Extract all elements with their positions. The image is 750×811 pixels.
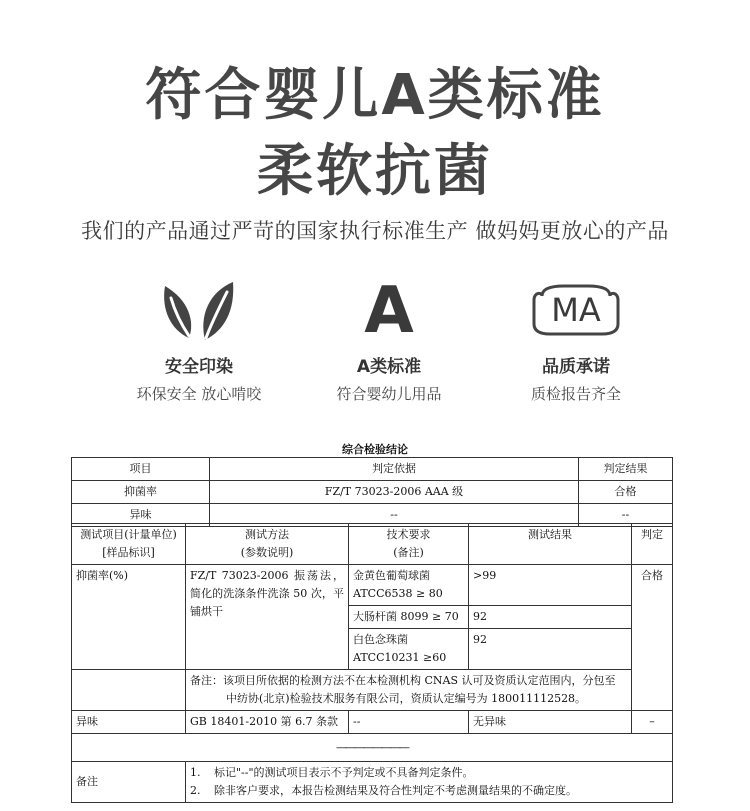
separator-cell: ———————— — [72, 734, 673, 762]
table-row — [72, 565, 673, 606]
note-cell: 备注：该项目所依据的检测方法不在本检测机构 CNAS 认可及资质认定范围内，分包至 中纺协(北京)检验技术服务有限公司，资质认定编号为 180011112528。 — [186, 670, 632, 711]
leaf-icon — [99, 278, 299, 344]
header-cell-item: 测试项目(计量单位) [样品标识] — [72, 524, 186, 565]
requirement-cell: -- — [349, 711, 469, 734]
feature-subtitle: 符合婴幼儿用品 — [336, 385, 442, 403]
result-cell: >99 — [469, 565, 632, 606]
page-subtitle: 我们的产品通过严苛的国家执行标准生产 做妈妈更放心的产品 — [81, 219, 669, 243]
table-row — [72, 670, 673, 711]
test-item-cell: 异味 — [72, 711, 186, 734]
header-cell-method: 测试方法 (参数说明) — [186, 524, 349, 565]
table-cell: 抑菌率 — [72, 481, 210, 504]
result-cell: 无异味 — [469, 711, 632, 734]
header-cell: 项目 — [72, 458, 210, 481]
test-method-cell: GB 18401-2010 第 6.7 条款 — [186, 711, 349, 734]
requirement-cell: 金黄色葡萄球菌 ATCC6538 ≥ 80 — [349, 565, 469, 606]
header-cell-result: 测试结果 — [469, 524, 632, 565]
table-cell: 异味 — [72, 504, 210, 527]
test-method-cell: FZ/T 73023-2006 振荡法，简化的洗涤条件洗涤 50 次，平铺烘干 — [186, 565, 349, 670]
separator-row — [72, 734, 673, 762]
feature-title: A类标准 — [356, 357, 422, 377]
table-row — [72, 481, 673, 504]
feature-title: 品质承诺 — [542, 357, 610, 377]
table-header-row — [72, 524, 673, 565]
feature-title: 安全印染 — [165, 357, 233, 377]
report-title: 综合检验结论 — [342, 443, 408, 456]
table-cell: FZ/T 73023-2006 AAA 级 — [210, 481, 579, 504]
feature-a-standard — [289, 274, 489, 404]
empty-cell — [72, 670, 186, 711]
result-cell: 92 — [469, 606, 632, 629]
letter-a-icon: A — [364, 274, 414, 348]
table-cell: -- — [579, 504, 673, 527]
header-cell: 判定结果 — [579, 458, 673, 481]
verdict-cell: – — [632, 711, 673, 734]
result-cell: 92 — [469, 629, 632, 670]
page-title-line1: 符合婴儿A类标准 — [145, 63, 605, 128]
table-cell: 合格 — [579, 481, 673, 504]
verdict-cell: 合格 — [632, 565, 673, 711]
test-item-cell: 抑菌率(%) — [72, 565, 186, 670]
requirement-cell: 大肠杆菌 8099 ≥ 70 — [349, 606, 469, 629]
remarks-row — [72, 762, 673, 803]
ma-certification-icon: MA — [476, 278, 676, 344]
summary-table — [71, 457, 673, 527]
header-cell-requirement: 技术要求 (备注) — [349, 524, 469, 565]
table-header-row — [72, 458, 673, 481]
remarks-label: 备注 — [72, 762, 186, 803]
requirement-cell: 白色念珠菌 ATCC10231 ≥60 — [349, 629, 469, 670]
remarks-content: 1. 标记"--"的测试项目表示不予判定或不具备判定条件。 2. 除非客户要求，本报告检测结果及符合性判定不考虑测量结果的不确定度。 — [186, 762, 673, 803]
detail-table — [71, 523, 673, 803]
header-cell-verdict: 判定 — [632, 524, 673, 565]
header-cell: 判定依据 — [210, 458, 579, 481]
feature-safe-dyeing — [99, 278, 299, 404]
table-cell: -- — [210, 504, 579, 527]
feature-quality-promise — [476, 278, 676, 404]
table-row — [72, 711, 673, 734]
feature-subtitle: 环保安全 放心啃咬 — [136, 385, 262, 403]
feature-subtitle: 质检报告齐全 — [530, 385, 621, 403]
page-title-line2: 柔软抗菌 — [257, 139, 493, 204]
